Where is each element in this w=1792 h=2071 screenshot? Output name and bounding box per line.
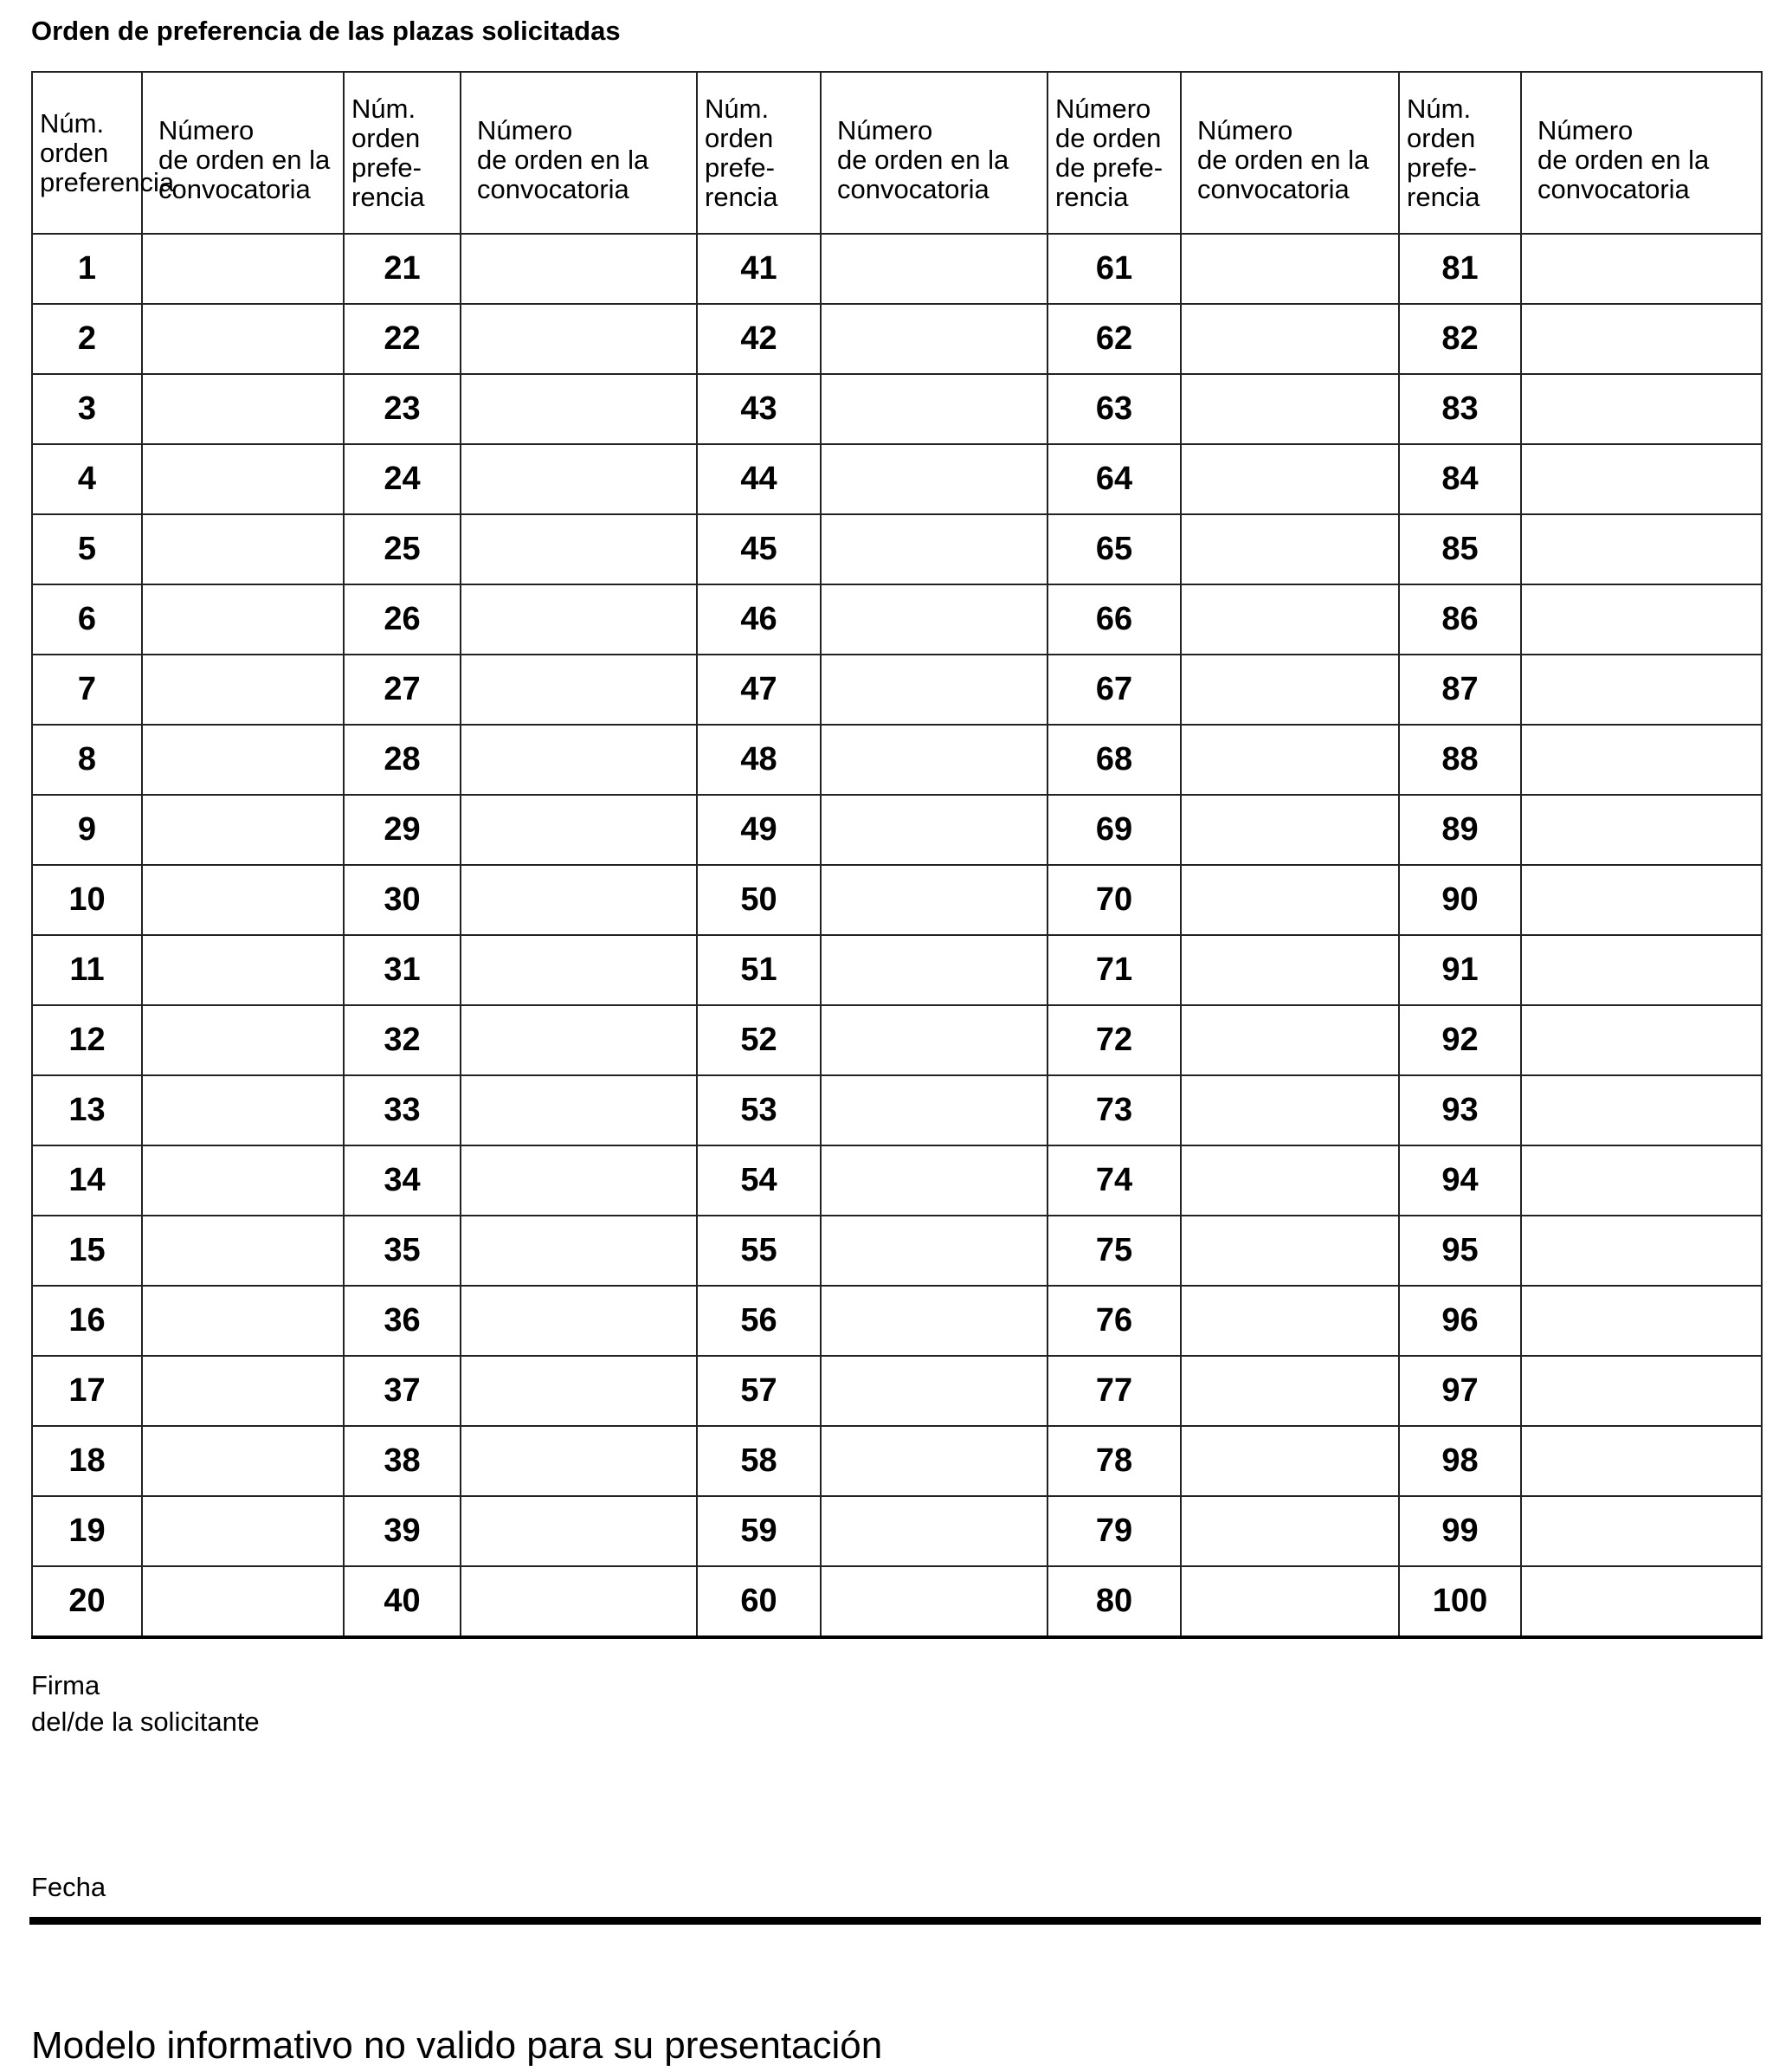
preference-number-cell: 59 [697, 1496, 821, 1566]
convocatoria-number-field[interactable] [461, 1075, 697, 1145]
convocatoria-number-field[interactable] [461, 304, 697, 374]
convocatoria-number-field[interactable] [1181, 514, 1399, 584]
header-num-orden-preferencia: Núm. orden prefe- rencia [344, 72, 461, 234]
preference-number-cell: 71 [1047, 935, 1181, 1005]
convocatoria-number-field[interactable] [461, 1566, 697, 1637]
convocatoria-number-field[interactable] [142, 1496, 344, 1566]
preference-number-cell: 61 [1047, 234, 1181, 304]
header-row [32, 72, 1762, 234]
convocatoria-number-field[interactable] [1181, 725, 1399, 795]
convocatoria-number-field[interactable] [1181, 865, 1399, 935]
convocatoria-number-field[interactable] [1521, 444, 1762, 514]
preference-number-cell: 86 [1399, 584, 1521, 655]
convocatoria-number-field[interactable] [142, 1566, 344, 1637]
preference-number-cell: 8 [32, 725, 142, 795]
preference-number-cell: 52 [697, 1005, 821, 1075]
preference-number-cell: 88 [1399, 725, 1521, 795]
preference-number-cell: 80 [1047, 1566, 1181, 1637]
preference-number-cell: 85 [1399, 514, 1521, 584]
convocatoria-number-field[interactable] [142, 1005, 344, 1075]
preference-number-cell: 96 [1399, 1286, 1521, 1356]
table-row [32, 514, 1762, 584]
preference-number-cell: 51 [697, 935, 821, 1005]
convocatoria-number-field[interactable] [821, 1286, 1047, 1356]
preference-number-cell: 97 [1399, 1356, 1521, 1426]
preference-number-cell: 46 [697, 584, 821, 655]
convocatoria-number-field[interactable] [461, 584, 697, 655]
preference-number-cell: 60 [697, 1566, 821, 1637]
table-row [32, 304, 1762, 374]
convocatoria-number-field[interactable] [461, 725, 697, 795]
convocatoria-number-field[interactable] [142, 374, 344, 444]
preference-number-cell: 2 [32, 304, 142, 374]
preference-number-cell: 63 [1047, 374, 1181, 444]
preference-number-cell: 29 [344, 795, 461, 865]
convocatoria-number-field[interactable] [821, 374, 1047, 444]
preference-number-cell: 12 [32, 1005, 142, 1075]
convocatoria-number-field[interactable] [821, 1426, 1047, 1496]
preference-number-cell: 56 [697, 1286, 821, 1356]
convocatoria-number-field[interactable] [821, 1356, 1047, 1426]
convocatoria-number-field[interactable] [1181, 304, 1399, 374]
convocatoria-number-field[interactable] [1521, 374, 1762, 444]
preference-number-cell: 62 [1047, 304, 1181, 374]
preference-number-cell: 47 [697, 655, 821, 725]
preference-number-cell: 99 [1399, 1496, 1521, 1566]
convocatoria-number-field[interactable] [1521, 865, 1762, 935]
preference-number-cell: 100 [1399, 1566, 1521, 1637]
table-row [32, 1286, 1762, 1356]
convocatoria-number-field[interactable] [821, 1145, 1047, 1216]
convocatoria-number-field[interactable] [821, 1075, 1047, 1145]
convocatoria-number-field[interactable] [142, 514, 344, 584]
convocatoria-number-field[interactable] [1181, 1566, 1399, 1637]
table-row [32, 725, 1762, 795]
preference-number-cell: 16 [32, 1286, 142, 1356]
convocatoria-number-field[interactable] [142, 725, 344, 795]
preference-number-cell: 57 [697, 1356, 821, 1426]
preference-number-cell: 39 [344, 1496, 461, 1566]
preference-number-cell: 58 [697, 1426, 821, 1496]
convocatoria-number-field[interactable] [142, 655, 344, 725]
preference-number-cell: 33 [344, 1075, 461, 1145]
convocatoria-number-field[interactable] [461, 1496, 697, 1566]
preference-number-cell: 27 [344, 655, 461, 725]
preference-number-cell: 9 [32, 795, 142, 865]
convocatoria-number-field[interactable] [142, 234, 344, 304]
preference-number-cell: 82 [1399, 304, 1521, 374]
table-row [32, 1356, 1762, 1426]
preference-number-cell: 84 [1399, 444, 1521, 514]
convocatoria-number-field[interactable] [461, 1005, 697, 1075]
preference-number-cell: 55 [697, 1216, 821, 1286]
header-numero-orden-convocatoria: Número de orden en la convocatoria [461, 72, 697, 234]
convocatoria-number-field[interactable] [142, 1356, 344, 1426]
header-numero-orden-convocatoria: Número de orden en la convocatoria [1521, 72, 1762, 234]
preference-number-cell: 15 [32, 1216, 142, 1286]
preference-number-cell: 18 [32, 1426, 142, 1496]
preference-number-cell: 94 [1399, 1145, 1521, 1216]
signature-label-text: Firma del/de la solicitante [31, 1670, 260, 1737]
header-num-orden-preferencia: Núm. orden prefe- rencia [1399, 72, 1521, 234]
convocatoria-number-field[interactable] [821, 935, 1047, 1005]
convocatoria-number-field[interactable] [821, 795, 1047, 865]
preference-number-cell: 40 [344, 1566, 461, 1637]
preference-number-cell: 36 [344, 1286, 461, 1356]
preference-number-cell: 54 [697, 1145, 821, 1216]
table-row [32, 1005, 1762, 1075]
preference-number-cell: 25 [344, 514, 461, 584]
convocatoria-number-field[interactable] [461, 865, 697, 935]
preference-number-cell: 65 [1047, 514, 1181, 584]
convocatoria-number-field[interactable] [1181, 1496, 1399, 1566]
preference-number-cell: 13 [32, 1075, 142, 1145]
convocatoria-number-field[interactable] [461, 1426, 697, 1496]
convocatoria-number-field[interactable] [142, 304, 344, 374]
preference-number-cell: 66 [1047, 584, 1181, 655]
convocatoria-number-field[interactable] [142, 584, 344, 655]
convocatoria-number-field[interactable] [1181, 1426, 1399, 1496]
preference-number-cell: 37 [344, 1356, 461, 1426]
convocatoria-number-field[interactable] [461, 514, 697, 584]
convocatoria-number-field[interactable] [1181, 584, 1399, 655]
preference-number-cell: 77 [1047, 1356, 1181, 1426]
convocatoria-number-field[interactable] [1521, 304, 1762, 374]
convocatoria-number-field[interactable] [1521, 1145, 1762, 1216]
preference-number-cell: 21 [344, 234, 461, 304]
disclaimer-notice: Modelo informativo no valido para su presentación [31, 2024, 883, 2067]
convocatoria-number-field[interactable] [1181, 444, 1399, 514]
convocatoria-number-field[interactable] [142, 795, 344, 865]
table-row [32, 444, 1762, 514]
convocatoria-number-field[interactable] [1521, 1075, 1762, 1145]
convocatoria-number-field[interactable] [142, 1145, 344, 1216]
convocatoria-number-field[interactable] [1521, 1426, 1762, 1496]
convocatoria-number-field[interactable] [1181, 1075, 1399, 1145]
table-row [32, 935, 1762, 1005]
convocatoria-number-field[interactable] [1521, 1286, 1762, 1356]
preference-number-cell: 35 [344, 1216, 461, 1286]
preference-number-cell: 10 [32, 865, 142, 935]
preference-number-cell: 53 [697, 1075, 821, 1145]
preference-number-cell: 92 [1399, 1005, 1521, 1075]
document-title: Orden de preferencia de las plazas solicitadas [31, 16, 621, 46]
preference-table [31, 71, 1763, 1639]
convocatoria-number-field[interactable] [461, 234, 697, 304]
preference-number-cell: 11 [32, 935, 142, 1005]
signature-label [31, 1668, 260, 1740]
convocatoria-number-field[interactable] [1181, 935, 1399, 1005]
preference-number-cell: 48 [697, 725, 821, 795]
preference-number-cell: 5 [32, 514, 142, 584]
convocatoria-number-field[interactable] [1521, 795, 1762, 865]
preference-number-cell: 17 [32, 1356, 142, 1426]
convocatoria-number-field[interactable] [1181, 1005, 1399, 1075]
preference-number-cell: 89 [1399, 795, 1521, 865]
convocatoria-number-field[interactable] [1521, 935, 1762, 1005]
convocatoria-number-field[interactable] [461, 1145, 697, 1216]
preference-number-cell: 44 [697, 444, 821, 514]
table-row [32, 1075, 1762, 1145]
convocatoria-number-field[interactable] [142, 444, 344, 514]
header-numero-orden-convocatoria: Número de orden en la convocatoria [821, 72, 1047, 234]
header-num-orden-preferencia: Número de orden de prefe- rencia [1047, 72, 1181, 234]
convocatoria-number-field[interactable] [142, 865, 344, 935]
preference-number-cell: 49 [697, 795, 821, 865]
convocatoria-number-field[interactable] [461, 444, 697, 514]
convocatoria-number-field[interactable] [461, 795, 697, 865]
table-row [32, 584, 1762, 655]
preference-number-cell: 1 [32, 234, 142, 304]
preference-number-cell: 93 [1399, 1075, 1521, 1145]
table-row [32, 1216, 1762, 1286]
convocatoria-number-field[interactable] [1521, 1356, 1762, 1426]
preference-number-cell: 20 [32, 1566, 142, 1637]
convocatoria-number-field[interactable] [1521, 1566, 1762, 1637]
convocatoria-number-field[interactable] [821, 655, 1047, 725]
convocatoria-number-field[interactable] [461, 1356, 697, 1426]
header-num-orden-preferencia: Núm. orden preferencia [32, 72, 142, 234]
preference-number-cell: 24 [344, 444, 461, 514]
preference-number-cell: 19 [32, 1496, 142, 1566]
convocatoria-number-field[interactable] [1521, 234, 1762, 304]
convocatoria-number-field[interactable] [1181, 1145, 1399, 1216]
preference-number-cell: 4 [32, 444, 142, 514]
convocatoria-number-field[interactable] [461, 655, 697, 725]
preference-number-cell: 79 [1047, 1496, 1181, 1566]
convocatoria-number-field[interactable] [1521, 1216, 1762, 1286]
convocatoria-number-field[interactable] [1181, 374, 1399, 444]
convocatoria-number-field[interactable] [461, 1216, 697, 1286]
preference-number-cell: 83 [1399, 374, 1521, 444]
preference-number-cell: 26 [344, 584, 461, 655]
preference-number-cell: 3 [32, 374, 142, 444]
preference-number-cell: 23 [344, 374, 461, 444]
preference-number-cell: 75 [1047, 1216, 1181, 1286]
preference-number-cell: 68 [1047, 725, 1181, 795]
preference-number-cell: 69 [1047, 795, 1181, 865]
preference-number-cell: 7 [32, 655, 142, 725]
preference-number-cell: 72 [1047, 1005, 1181, 1075]
convocatoria-number-field[interactable] [142, 1426, 344, 1496]
preference-number-cell: 70 [1047, 865, 1181, 935]
preference-number-cell: 6 [32, 584, 142, 655]
convocatoria-number-field[interactable] [821, 725, 1047, 795]
preference-number-cell: 73 [1047, 1075, 1181, 1145]
convocatoria-number-field[interactable] [142, 1216, 344, 1286]
preference-number-cell: 28 [344, 725, 461, 795]
convocatoria-number-field[interactable] [1521, 514, 1762, 584]
convocatoria-number-field[interactable] [821, 514, 1047, 584]
preference-number-cell: 78 [1047, 1426, 1181, 1496]
preference-number-cell: 90 [1399, 865, 1521, 935]
convocatoria-number-field[interactable] [821, 865, 1047, 935]
preference-number-cell: 32 [344, 1005, 461, 1075]
convocatoria-number-field[interactable] [461, 1286, 697, 1356]
convocatoria-number-field[interactable] [461, 935, 697, 1005]
table-row [32, 234, 1762, 304]
convocatoria-number-field[interactable] [1521, 1005, 1762, 1075]
table-row [32, 655, 1762, 725]
preference-number-cell: 64 [1047, 444, 1181, 514]
table-row [32, 1496, 1762, 1566]
convocatoria-number-field[interactable] [461, 374, 697, 444]
preference-number-cell: 14 [32, 1145, 142, 1216]
preference-number-cell: 87 [1399, 655, 1521, 725]
table-row [32, 1426, 1762, 1496]
table-row [32, 865, 1762, 935]
convocatoria-number-field[interactable] [1521, 655, 1762, 725]
table-row [32, 1566, 1762, 1637]
date-label: Fecha [31, 1872, 106, 1902]
preference-number-cell: 45 [697, 514, 821, 584]
convocatoria-number-field[interactable] [1181, 234, 1399, 304]
preference-number-cell: 41 [697, 234, 821, 304]
convocatoria-number-field[interactable] [821, 444, 1047, 514]
table-row [32, 795, 1762, 865]
convocatoria-number-field[interactable] [821, 1005, 1047, 1075]
convocatoria-number-field[interactable] [142, 935, 344, 1005]
preference-number-cell: 50 [697, 865, 821, 935]
convocatoria-number-field[interactable] [821, 1566, 1047, 1637]
convocatoria-number-field[interactable] [821, 304, 1047, 374]
table-row [32, 1145, 1762, 1216]
convocatoria-number-field[interactable] [1181, 1356, 1399, 1426]
preference-number-cell: 43 [697, 374, 821, 444]
convocatoria-number-field[interactable] [142, 1075, 344, 1145]
header-numero-orden-convocatoria: Número de orden en la convocatoria [142, 72, 344, 234]
preference-number-cell: 38 [344, 1426, 461, 1496]
convocatoria-number-field[interactable] [1181, 1286, 1399, 1356]
convocatoria-number-field[interactable] [821, 584, 1047, 655]
convocatoria-number-field[interactable] [821, 1216, 1047, 1286]
convocatoria-number-field[interactable] [1521, 725, 1762, 795]
convocatoria-number-field[interactable] [821, 1496, 1047, 1566]
convocatoria-number-field[interactable] [821, 234, 1047, 304]
convocatoria-number-field[interactable] [1181, 655, 1399, 725]
preference-number-cell: 22 [344, 304, 461, 374]
table-row [32, 374, 1762, 444]
preference-number-cell: 30 [344, 865, 461, 935]
preference-number-cell: 67 [1047, 655, 1181, 725]
divider-rule [29, 1917, 1761, 1925]
convocatoria-number-field[interactable] [1521, 1496, 1762, 1566]
preference-number-cell: 74 [1047, 1145, 1181, 1216]
header-num-orden-preferencia: Núm. orden prefe- rencia [697, 72, 821, 234]
convocatoria-number-field[interactable] [1181, 795, 1399, 865]
preference-number-cell: 91 [1399, 935, 1521, 1005]
convocatoria-number-field[interactable] [1181, 1216, 1399, 1286]
convocatoria-number-field[interactable] [142, 1286, 344, 1356]
preference-number-cell: 42 [697, 304, 821, 374]
preference-number-cell: 98 [1399, 1426, 1521, 1496]
preference-number-cell: 95 [1399, 1216, 1521, 1286]
preference-number-cell: 31 [344, 935, 461, 1005]
preference-number-cell: 34 [344, 1145, 461, 1216]
header-numero-orden-convocatoria: Número de orden en la convocatoria [1181, 72, 1399, 234]
preference-number-cell: 76 [1047, 1286, 1181, 1356]
convocatoria-number-field[interactable] [1521, 584, 1762, 655]
preference-number-cell: 81 [1399, 234, 1521, 304]
